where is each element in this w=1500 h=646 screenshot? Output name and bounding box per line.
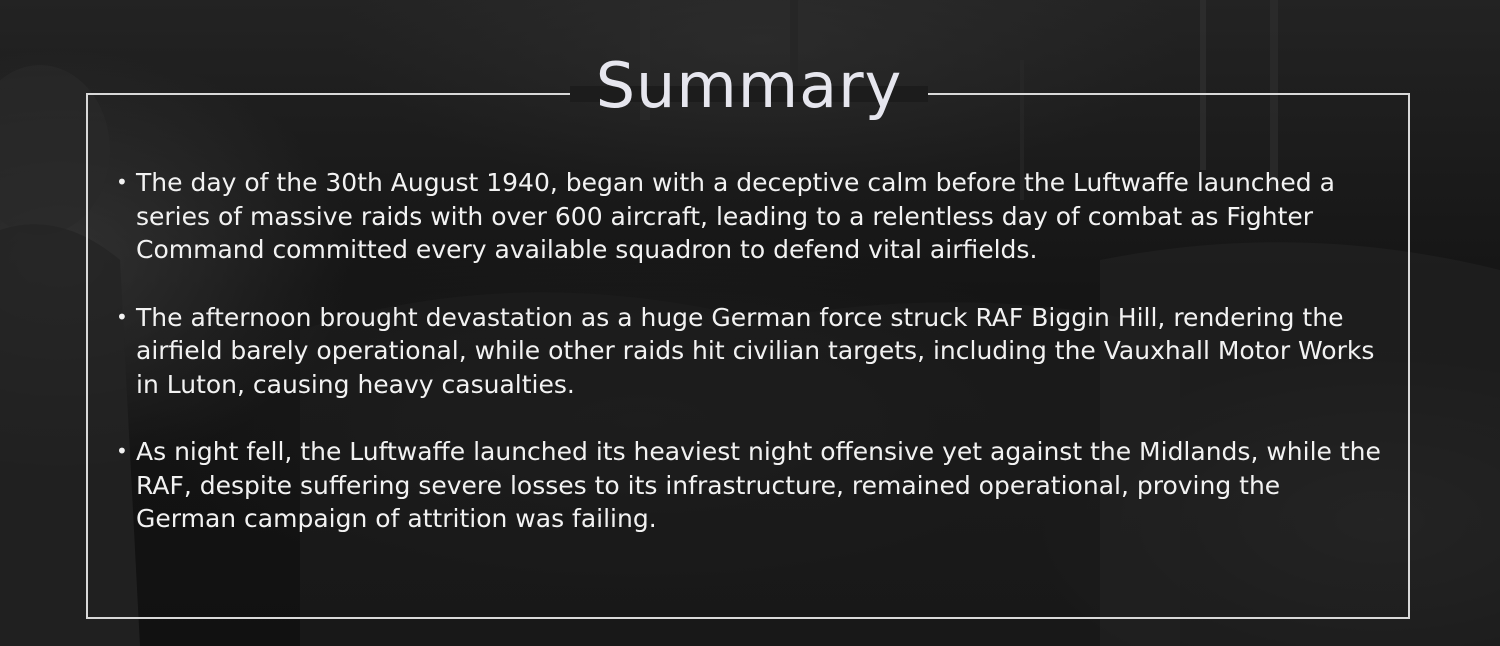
summary-bullet-list [116,166,1386,570]
bullet-icon: • [116,170,128,194]
bullet-text: As night fell, the Luftwaffe launched its heaviest night offensive yet against the Midlands, while the RAF, despite suffering severe losses to its infrastructure, remained operational, proving the German campaign of attrition was failing. [136,437,1381,533]
summary-bullet [116,166,1386,267]
bullet-icon: • [116,304,128,329]
bullet-text: The day of the 30th August 1940, began with a deceptive calm before the Luftwaffe launched a series of massive raids with over 600 aircraft, leading to a relentless day of combat as Fighter Command committed every available squadron to defend vital airfields. [136,168,1335,264]
bullet-icon: • [116,439,128,463]
page-title: Summary [595,49,903,122]
summary-bullet [116,301,1386,402]
summary-bullet [116,435,1386,536]
bullet-text: The afternoon brought devastation as a huge German force struck RAF Biggin Hill, rendering the airfield barely operational, while other raids hit civilian targets, including the Vauxhall Motor Works in Luton, causing heavy casualties. [136,302,1375,399]
